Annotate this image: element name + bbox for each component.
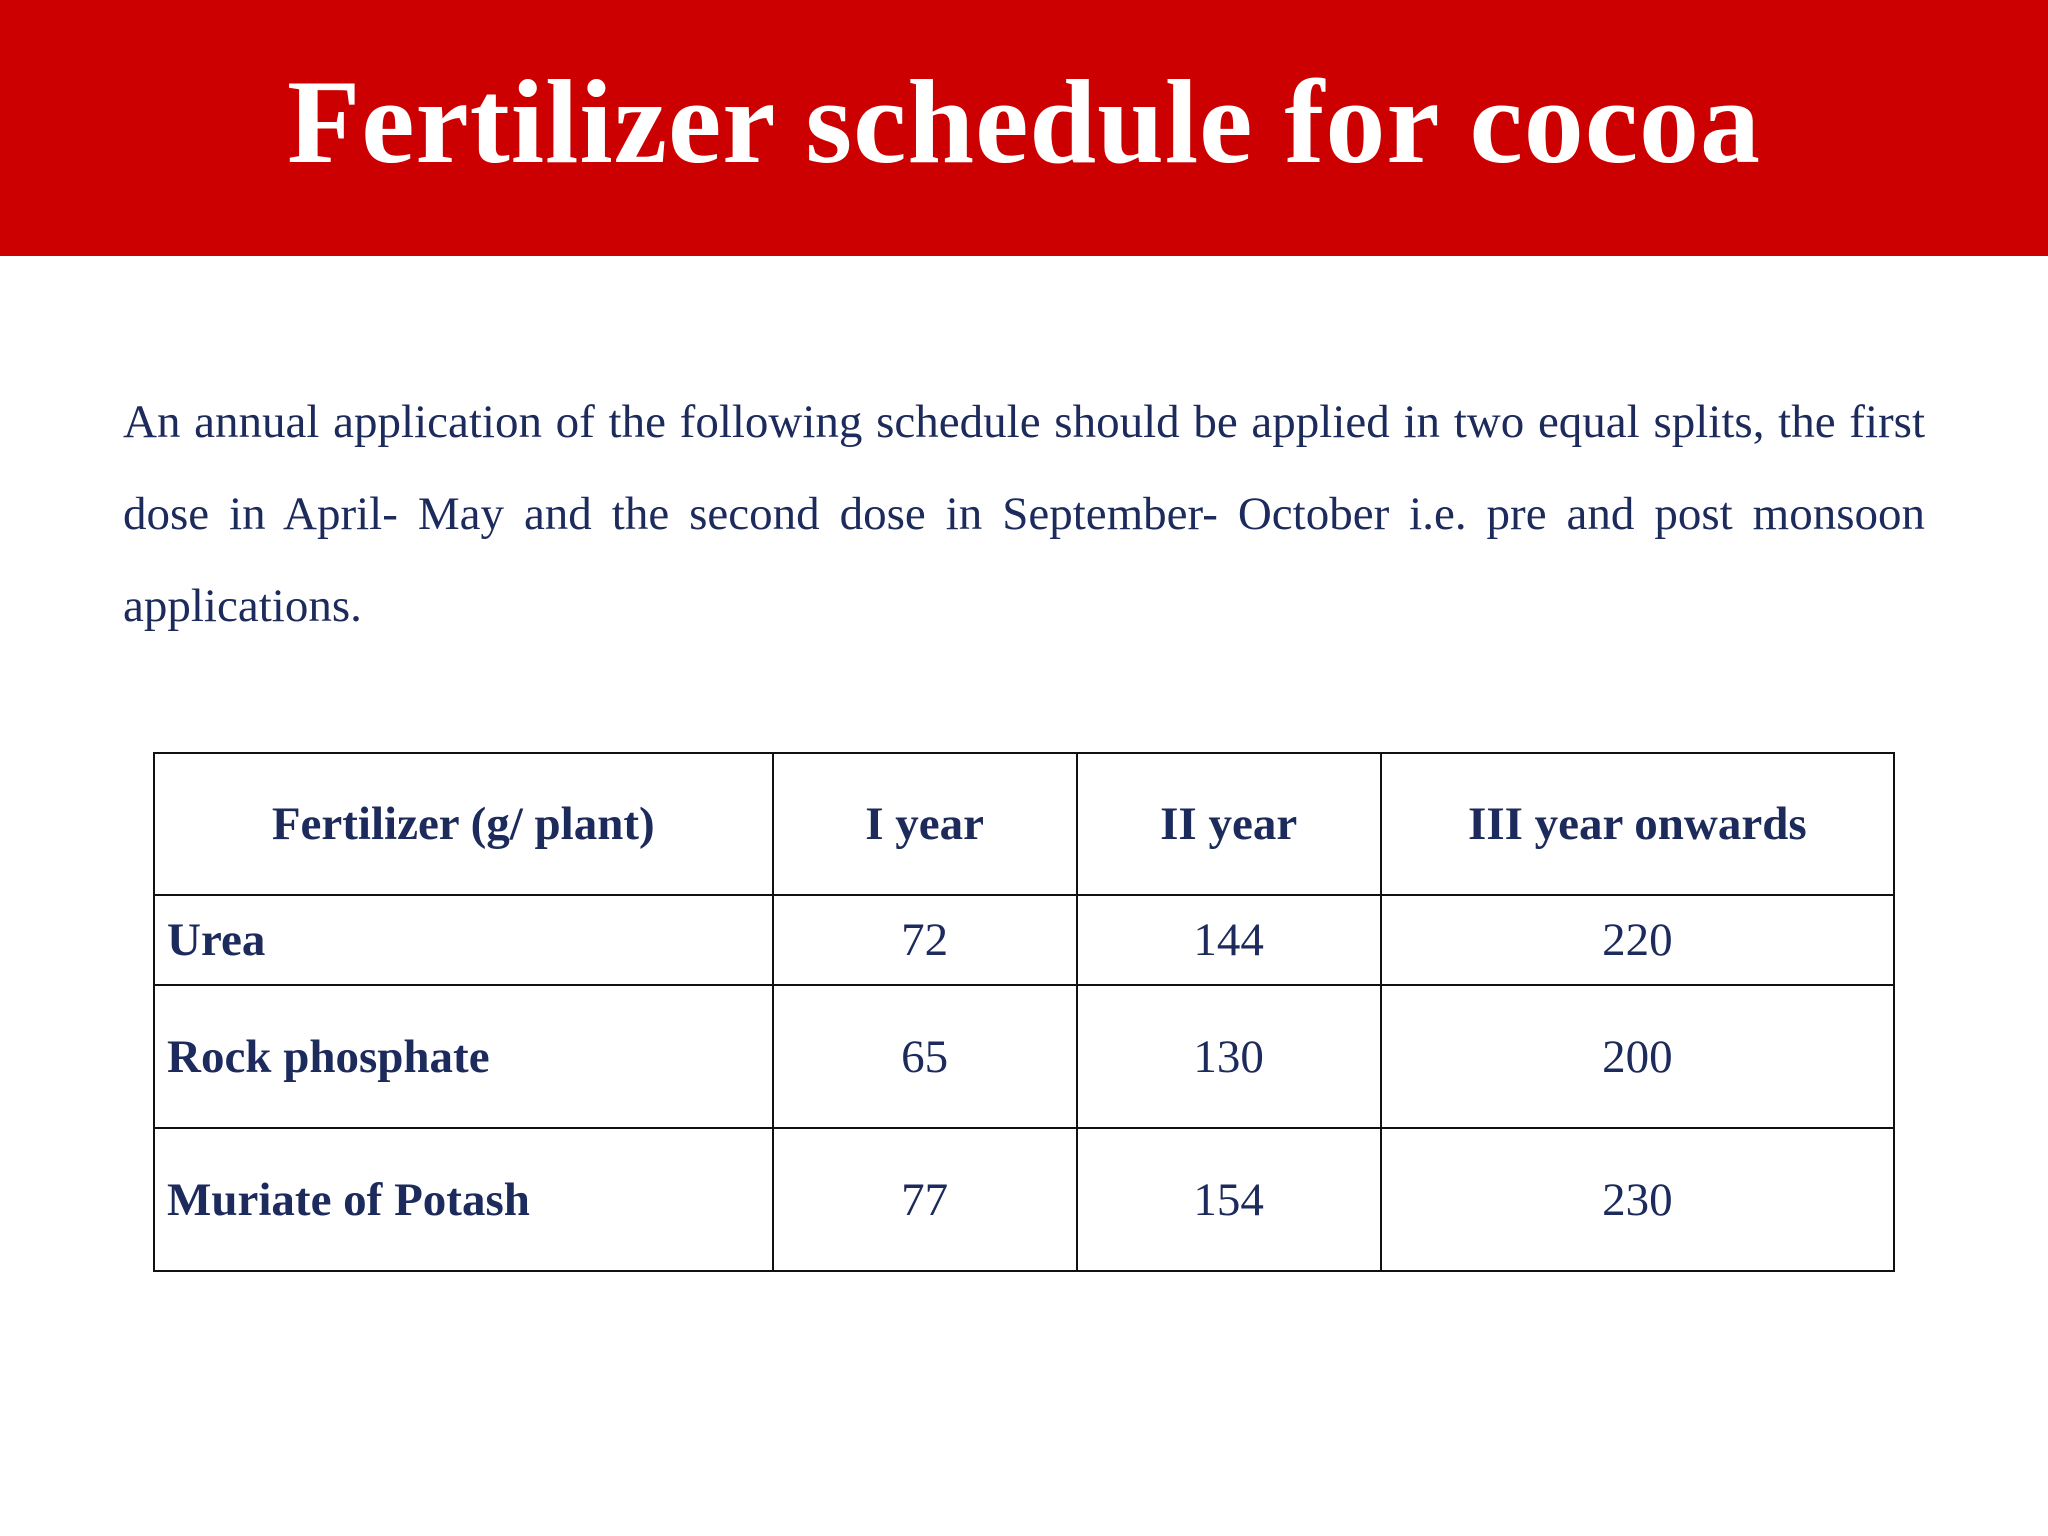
- year-3-onwards-value: 230: [1381, 1128, 1894, 1271]
- year-1-value: 77: [773, 1128, 1077, 1271]
- table-row-urea: [154, 895, 1894, 985]
- year-1-value: 65: [773, 985, 1077, 1128]
- year-2-value: 144: [1077, 895, 1381, 985]
- header-year-3-onwards: III year onwards: [1381, 753, 1894, 895]
- year-3-onwards-value: 220: [1381, 895, 1894, 985]
- fertilizer-name: Urea: [154, 895, 773, 985]
- fertilizer-schedule-table: [153, 752, 1895, 1272]
- header-year-1: I year: [773, 753, 1077, 895]
- year-2-value: 130: [1077, 985, 1381, 1128]
- table-row-rock-phosphate: [154, 985, 1894, 1128]
- year-3-onwards-value: 200: [1381, 985, 1894, 1128]
- title-banner: [0, 0, 2048, 256]
- slide-title: Fertilizer schedule for cocoa: [286, 55, 1762, 188]
- year-1-value: 72: [773, 895, 1077, 985]
- year-2-value: 154: [1077, 1128, 1381, 1271]
- header-fertilizer: Fertilizer (g/ plant): [154, 753, 773, 895]
- table-row-muriate-of-potash: [154, 1128, 1894, 1271]
- header-year-2: II year: [1077, 753, 1381, 895]
- intro-paragraph: An annual application of the following schedule should be applied in two equal splits, the first dose in April- May and the second dose in September- October i.e. pre and post monsoon applications.: [123, 396, 1925, 632]
- fertilizer-name: Rock phosphate: [154, 985, 773, 1128]
- table-header-row: [154, 753, 1894, 895]
- fertilizer-name: Muriate of Potash: [154, 1128, 773, 1271]
